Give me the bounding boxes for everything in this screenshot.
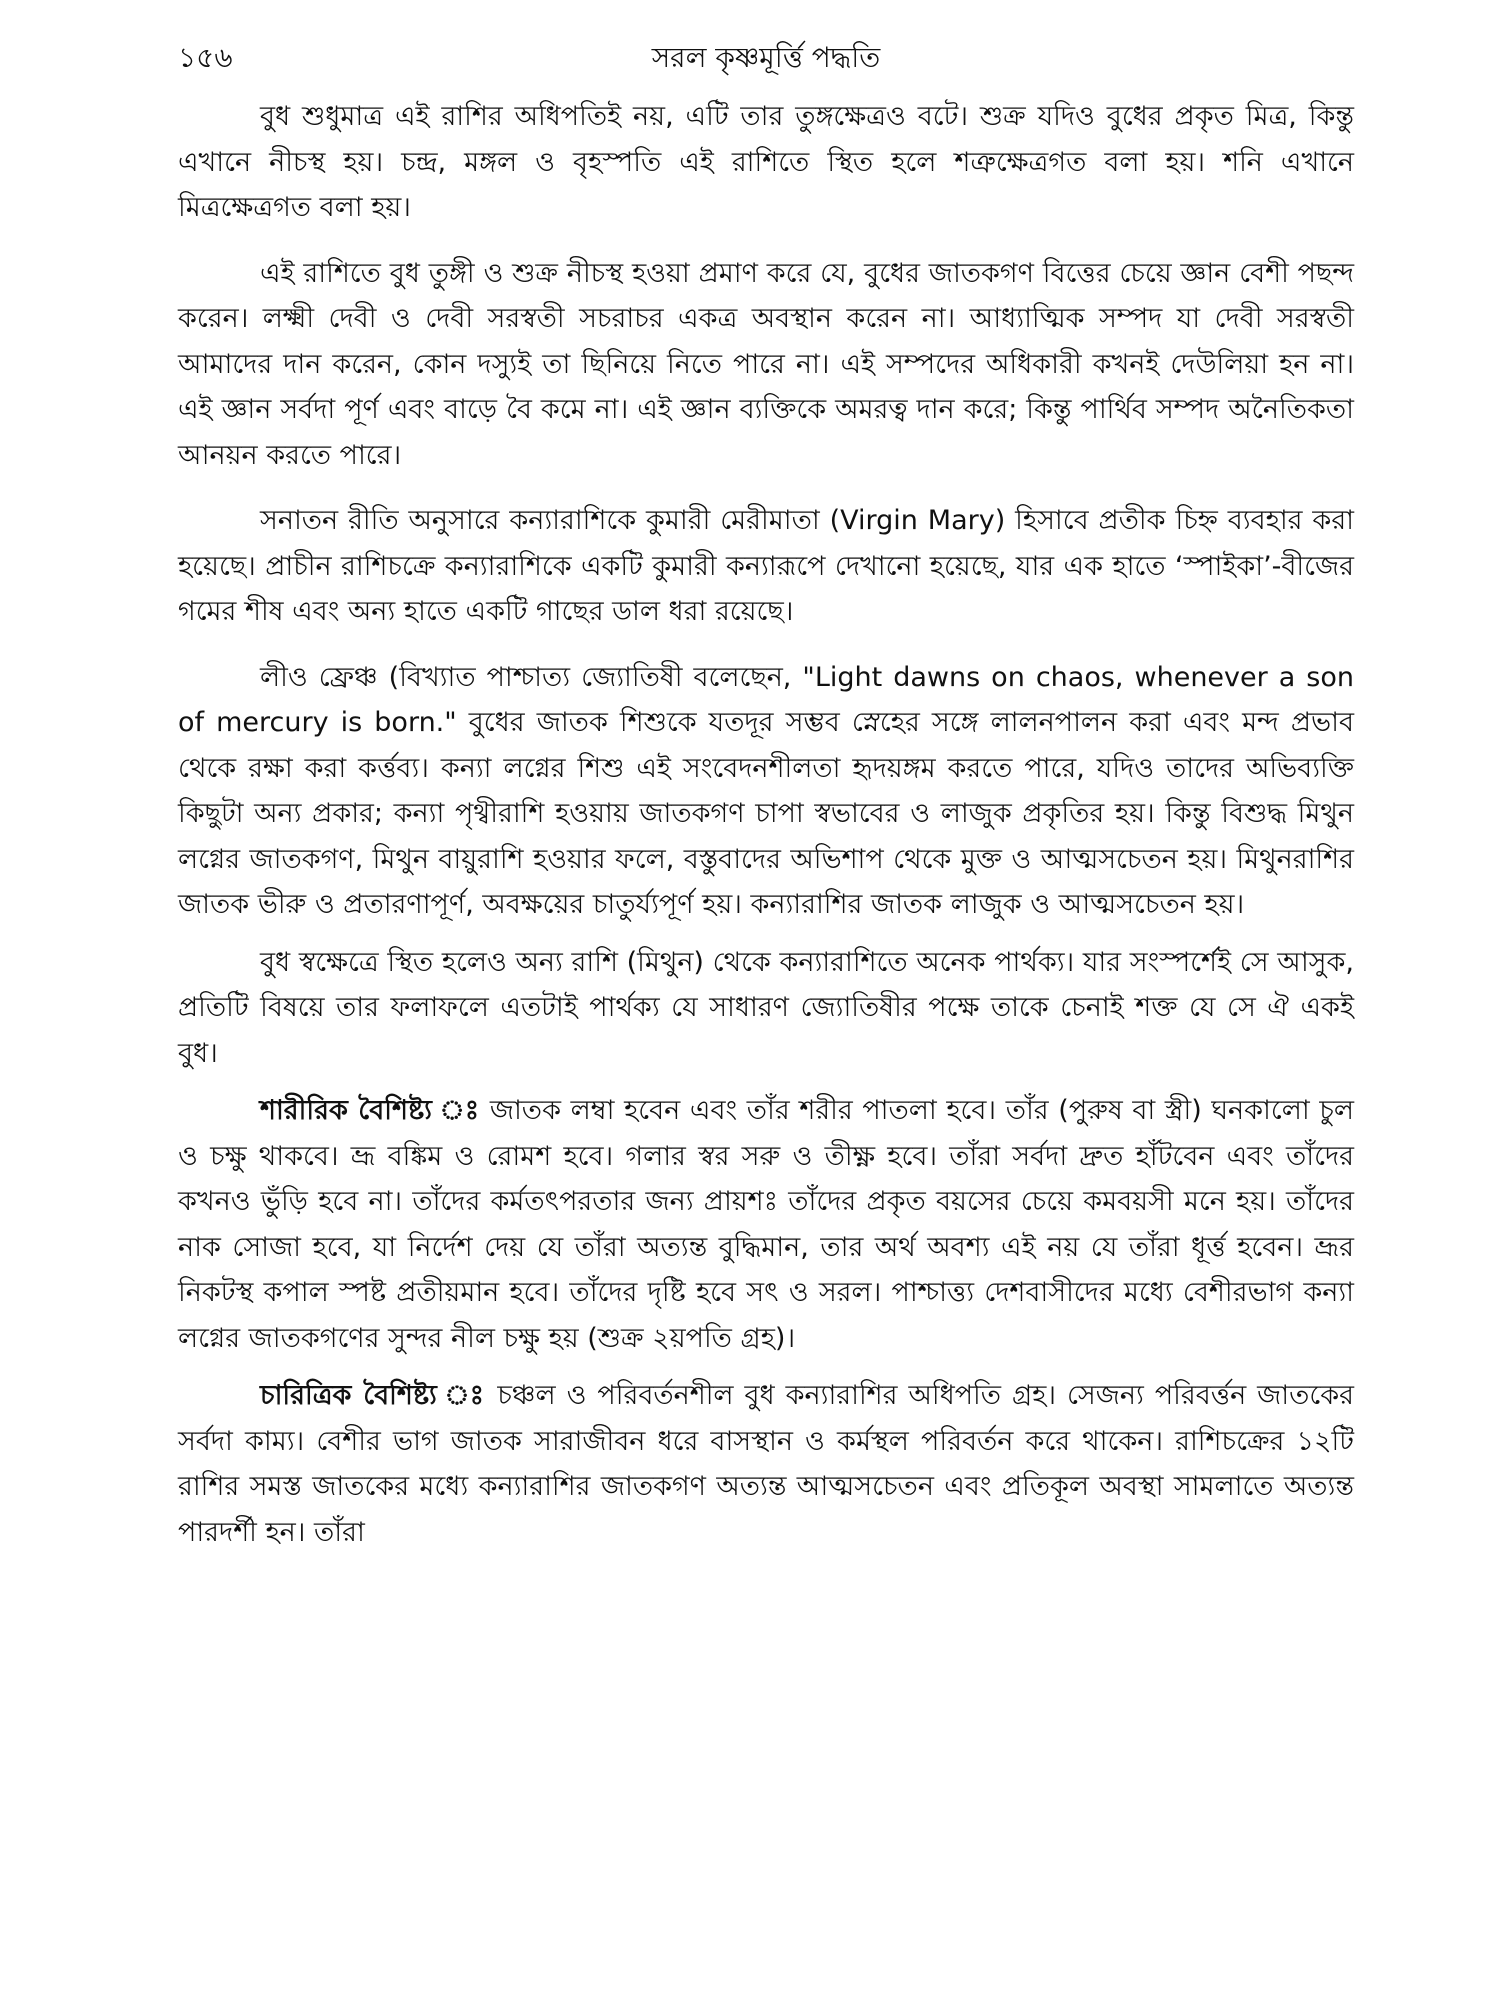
paragraph-text: বুধ শুধুমাত্র এই রাশির অধিপতিই নয়, এটি তার তুঙ্গক্ষেত্রও বটে। শুক্র যদিও বুধের প্রকৃত মিত্র, কিন্তু এখানে নীচস্থ হয়। চন্দ্র, মঙ্গল ও বৃহস্পতি এই রাশিতে স্থিত হলে শত্রুক্ষেত্রগত বলা হয়। শনি এখানে মিত্রক্ষেত্রগত বলা হয়।: [178, 101, 1354, 223]
paragraph-3: [178, 498, 1354, 635]
paragraph-6: [178, 1088, 1354, 1361]
section-heading-character: চারিত্রিক বৈশিষ্ট্য ঃ: [260, 1380, 487, 1411]
paragraph-2: [178, 251, 1354, 479]
running-title: সরল কৃষ্ণমূর্ত্তি পদ্ধতি: [651, 41, 881, 74]
book-page: [178, 30, 1354, 1567]
paragraph-text: এই রাশিতে বুধ তুঙ্গী ও শুক্র নীচস্থ হওয়া প্রমাণ করে যে, বুধের জাতকগণ বিত্তের চেয়ে জ্ঞান বেশী পছন্দ করেন। লক্ষ্মী দেবী ও দেবী সরস্বতী সচরাচর একত্র অবস্থান করেন না। আধ্যাত্মিক সম্পদ যা দেবী সরস্বতী আমাদের দান করেন, কোন দস্যুই তা ছিনিয়ে নিতে পারে না। এই সম্পদের অধিকারী কখনই দেউলিয়া হন না। এই জ্ঞান সর্বদা পূর্ণ এবং বাড়ে বৈ কমে না। এই জ্ঞান ব্যক্তিকে অমরত্ব দান করে; কিন্তু পার্থিব সম্পদ অনৈতিকতা আনয়ন করতে পারে।: [178, 257, 1354, 471]
paragraph-4: [178, 655, 1354, 928]
body-text: [178, 94, 1354, 1555]
paragraph-text: বুধ স্বক্ষেত্রে স্থিত হলেও অন্য রাশি (মিথুন) থেকে কন্যারাশিতে অনেক পার্থক্য। যার সংস্পর্শেই সে আসুক, প্রতিটি বিষয়ে তার ফলাফলে এতটাই পার্থক্য যে সাধারণ জ্যোতিষীর পক্ষে তাকে চেনাই শক্ত যে সে ঐ একই বুধ।: [178, 946, 1354, 1069]
section-heading-physical: শারীরিক বৈশিষ্ট্য ঃ: [260, 1095, 481, 1126]
paragraph-text: লীও ফ্রেঞ্চ (বিখ্যাত পাশ্চাত্য জ্যোতিষী বলেছেন, "Light dawns on chaos, whenever a son of mercury is born." বুধের জাতক শিশুকে যতদূর সম্ভব স্নেহের সঙ্গে লালনপালন করা এবং মন্দ প্রভাব থেকে রক্ষা করা কর্ত্তব্য। কন্যা লগ্নের শিশু এই সংবেদনশীলতা হৃদয়ঙ্গম করতে পারে, যদিও তাদের অভিব্যক্তি কিছুটা অন্য প্রকার; কন্যা পৃথ্বীরাশি হওয়ায় জাতকগণ চাপা স্বভাবের ও লাজুক প্রকৃতির হয়। কিন্তু বিশুদ্ধ মিথুন লগ্নের জাতকগণ, মিথুন বায়ুরাশি হওয়ার ফলে, বস্তুবাদের অভিশাপ থেকে মুক্ত ও আত্মসচেতন হয়। মিথুনরাশির জাতক ভীরু ও প্রতারণাপূর্ণ, অবক্ষয়ের চাতুর্য্যপূর্ণ হয়। কন্যারাশির জাতক লাজুক ও আত্মসচেতন হয়।: [178, 661, 1354, 920]
paragraph-text: চঞ্চল ও পরিবর্তনশীল বুধ কন্যারাশির অধিপতি গ্রহ। সেজন্য পরিবর্ত্তন জাতকের সর্বদা কাম্য। বেশীর ভাগ জাতক সারাজীবন ধরে বাসস্থান ও কর্মস্থল পরিবর্তন করে থাকেন। রাশিচক্রের ১২টি রাশির সমস্ত জাতকের মধ্যে কন্যারাশির জাতকগণ অত্যন্ত আত্মসচেতন এবং প্রতিকূল অবস্থা সামলাতে অত্যন্ত পারদর্শী হন। তাঁরা: [178, 1380, 1354, 1548]
paragraph-1: [178, 94, 1354, 231]
paragraph-text: জাতক লম্বা হবেন এবং তাঁর শরীর পাতলা হবে। তাঁর (পুরুষ বা স্ত্রী) ঘনকালো চুল ও চক্ষু থাকবে। ভ্রূ বঙ্কিম ও রোমশ হবে। গলার স্বর সরু ও তীক্ষ্ণ হবে। তাঁরা সর্বদা দ্রুত হাঁটবেন এবং তাঁদের কখনও ভুঁড়ি হবে না। তাঁদের কর্মতৎপরতার জন্য প্রায়শঃ তাঁদের প্রকৃত বয়সের চেয়ে কমবয়সী মনে হয়। তাঁদের নাক সোজা হবে, যা নির্দেশ দেয় যে তাঁরা অত্যন্ত বুদ্ধিমান, তার অর্থ অবশ্য এই নয় যে তাঁরা ধূর্ত্ত হবেন। ভ্রূর নিকটস্থ কপাল স্পষ্ট প্রতীয়মান হবে। তাঁদের দৃষ্টি হবে সৎ ও সরল। পাশ্চাত্ত্য দেশবাসীদের মধ্যে বেশীরভাগ কন্যা লগ্নের জাতকগণের সুন্দর নীল চক্ষু হয় (শুক্র ২য়পতি গ্রহ)।: [178, 1095, 1355, 1354]
paragraph-text: সনাতন রীতি অনুসারে কন্যারাশিকে কুমারী মেরীমাতা (Virgin Mary) হিসাবে প্রতীক চিহ্ন ব্যবহার করা হয়েছে। প্রাচীন রাশিচক্রে কন্যারাশিকে একটি কুমারী কন্যারূপে দেখানো হয়েছে, যার এক হাতে ‘স্পাইকা’-বীজের গমের শীষ এবং অন্য হাতে একটি গাছের ডাল ধরা রয়েছে।: [178, 505, 1354, 627]
paragraph-5: [178, 940, 1354, 1077]
page-number: ১৫৬: [178, 41, 233, 74]
page-header: [178, 30, 1354, 80]
paragraph-7: [178, 1373, 1354, 1555]
